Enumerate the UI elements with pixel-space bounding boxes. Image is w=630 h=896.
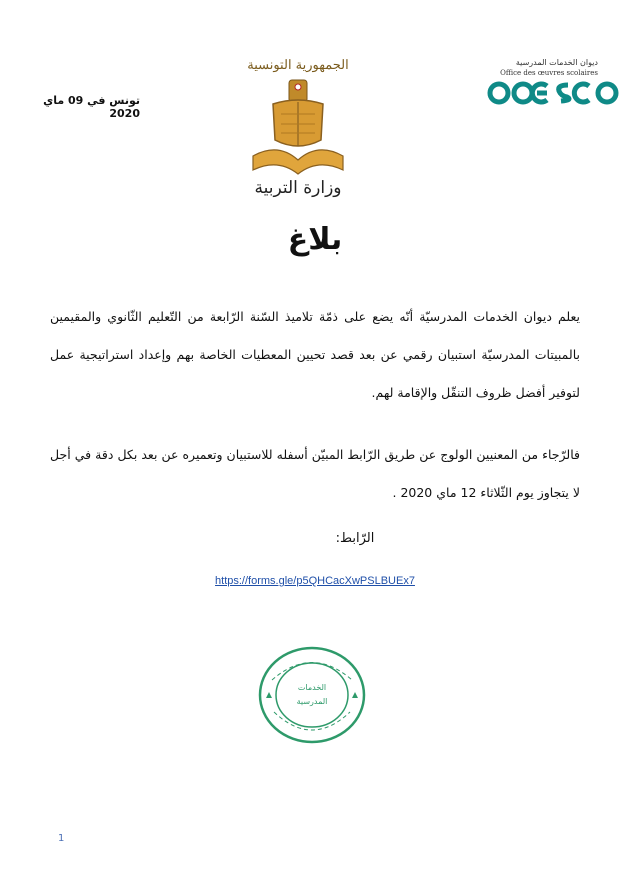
ministry-emblem: [233, 58, 363, 208]
link-label: الرّابط:: [335, 531, 375, 546]
survey-link[interactable]: https://forms.gle/p5QHCacXwPSLBUEx7: [215, 575, 415, 587]
page-number: 1: [58, 833, 65, 844]
document-date: تونس في 09 ماي 2020: [43, 94, 140, 120]
office-name-ar: ديوان الخدمات المدرسية: [515, 58, 598, 67]
svg-text:الخدمات: الخدمات: [297, 683, 327, 692]
office-logo: [480, 58, 620, 108]
svg-text:المدرسية: المدرسية: [296, 697, 328, 706]
ministry-name: وزارة التربية: [254, 178, 342, 198]
notice-paragraph-2: فالرّجاء من المعنيين الولوج عن طريق الرّابط المبيّن أسفله للاستبيان وتعميره عن بعد بكل دقة في أجل لا يتجاوز يوم الثّلاثاء 12 ماي 2020 .: [50, 447, 580, 500]
notice-title: بلاغ: [287, 222, 343, 257]
office-name-fr: Office des œuvres scolaires: [500, 69, 598, 77]
oesco-logo-icon: [485, 80, 620, 106]
seal-icon: [252, 640, 372, 750]
notice-paragraph-1: يعلم ديوان الخدمات المدرسيّة أنّه يضع على ذمّة تلاميذ السّنة الرّابعة من التّعليم الثّانوي والمقيمين بالمبيتات المدرسيّة استبيان رقمي عن بعد قصد تحيين المعطيات الخاصة بهم وإعداد استراتيجية عمل لتوفير أفضل ظروف التنقّل والإقامة لهم.: [50, 309, 580, 400]
official-stamp: [252, 640, 372, 750]
republic-heading: الجمهورية التونسية: [247, 58, 349, 73]
book-crest-icon: [233, 70, 363, 180]
